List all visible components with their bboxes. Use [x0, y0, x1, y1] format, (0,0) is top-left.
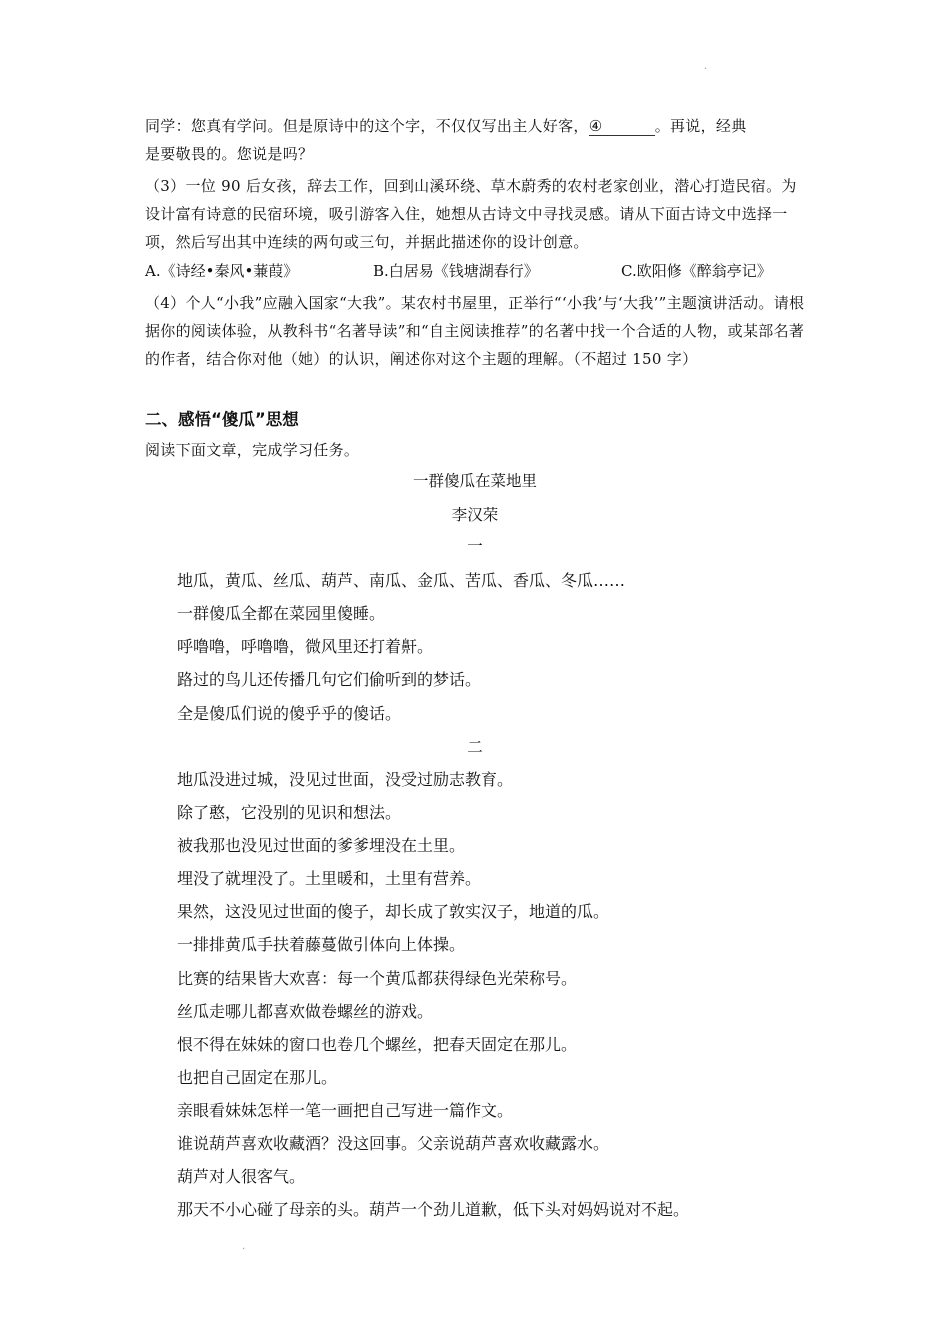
poem-line: 埋没了就埋没了。土里暖和，土里有营养。 [177, 869, 482, 888]
part-1-label: 一 [467, 537, 483, 555]
section-instruction: 阅读下面文章，完成学习任务。 [145, 441, 360, 459]
poem-line: 地瓜，黄瓜、丝瓜、葫芦、南瓜、金瓜、苦瓜、香瓜、冬瓜…… [177, 571, 626, 590]
poem-line: 亲眼看妹妹怎样一笔一画把自己写进一篇作文。 [177, 1101, 514, 1120]
poem-line: 路过的鸟儿还传播几句它们偷听到的梦话。 [177, 670, 482, 689]
poem-line: 比赛的结果皆大欢喜：每一个黄瓜都获得绿色光荣称号。 [177, 969, 578, 988]
corner-mark: · [242, 1244, 246, 1255]
poem-line: 一排排黄瓜手扶着藤蔓做引体向上体操。 [177, 935, 466, 954]
dialogue-paragraph [145, 112, 805, 168]
poem-line: 地瓜没进过城，没见过世面，没受过励志教育。 [177, 770, 514, 789]
option-a[interactable]: A.《诗经•秦风•蒹葭》 [145, 262, 299, 280]
poem-line: 丝瓜走哪儿都喜欢做卷螺丝的游戏。 [177, 1002, 434, 1021]
dialogue-text-a: 同学：您真有学问。但是原诗中的这个字，不仅仅写出主人好客， [145, 117, 589, 135]
article-author: 李汉荣 [451, 506, 499, 524]
poem-line: 除了憨，它没别的见识和想法。 [177, 803, 402, 822]
option-b[interactable]: B.白居易《钱塘湖春行》 [373, 262, 539, 280]
answer-blank-4[interactable] [589, 117, 655, 136]
poem-line: 那天不小心碰了母亲的头。葫芦一个劲儿道歉，低下头对妈妈说对不起。 [177, 1200, 690, 1219]
question-3: （3）一位 90 后女孩，辞去工作，回到山溪环绕、草木蔚秀的农村老家创业，潜心打造民宿。为设计富有诗意的民宿环境，吸引游客入住，她想从古诗文中寻找灵感。请从下面古诗文中选择一项，然后写出其中连续的两句或三句，并据此描述你的设计创意。 [145, 177, 797, 251]
question-4: （4）个人“小我”应融入国家“大我”。某农村书屋里，正举行“‘小我’与‘大我’”主题演讲活动。请根据你的阅读体验，从教科书“名著导读”和“自主阅读推荐”的名著中找一个合适的人物，或某部名著的作者，结合你对他（她）的认识，阐述你对这个主题的理解。（不超过 150 字） [145, 294, 805, 368]
section-heading: 二、感悟“傻瓜”思想 [145, 410, 299, 429]
dialogue-text-b: 。再说，经典 [654, 117, 747, 135]
poem-line: 果然，这没见过世面的傻子，却长成了敦实汉子，地道的瓜。 [177, 902, 610, 921]
corner-mark: · [704, 64, 708, 75]
dialogue-text-c: 是要敬畏的。您说是吗？ [145, 145, 314, 163]
blank-label: ④ [588, 117, 603, 135]
poem-line: 恨不得在妹妹的窗口也卷几个螺丝，把春天固定在那儿。 [177, 1035, 578, 1054]
part-2-label: 二 [467, 738, 483, 756]
poem-line: 谁说葫芦喜欢收藏酒？没这回事。父亲说葫芦喜欢收藏露水。 [177, 1134, 610, 1153]
poem-line: 一群傻瓜全都在菜园里傻睡。 [177, 604, 386, 623]
poem-line: 葫芦对人很客气。 [177, 1167, 306, 1186]
poem-line: 全是傻瓜们说的傻乎乎的傻话。 [177, 704, 402, 723]
poem-line: 也把自己固定在那儿。 [177, 1068, 338, 1087]
poem-line: 呼噜噜，呼噜噜，微风里还打着鼾。 [177, 637, 434, 656]
option-c[interactable]: C.欧阳修《醉翁亭记》 [621, 262, 772, 280]
article-title: 一群傻瓜在菜地里 [412, 472, 537, 490]
poem-line: 被我那也没见过世面的爹爹埋没在土里。 [177, 836, 466, 855]
